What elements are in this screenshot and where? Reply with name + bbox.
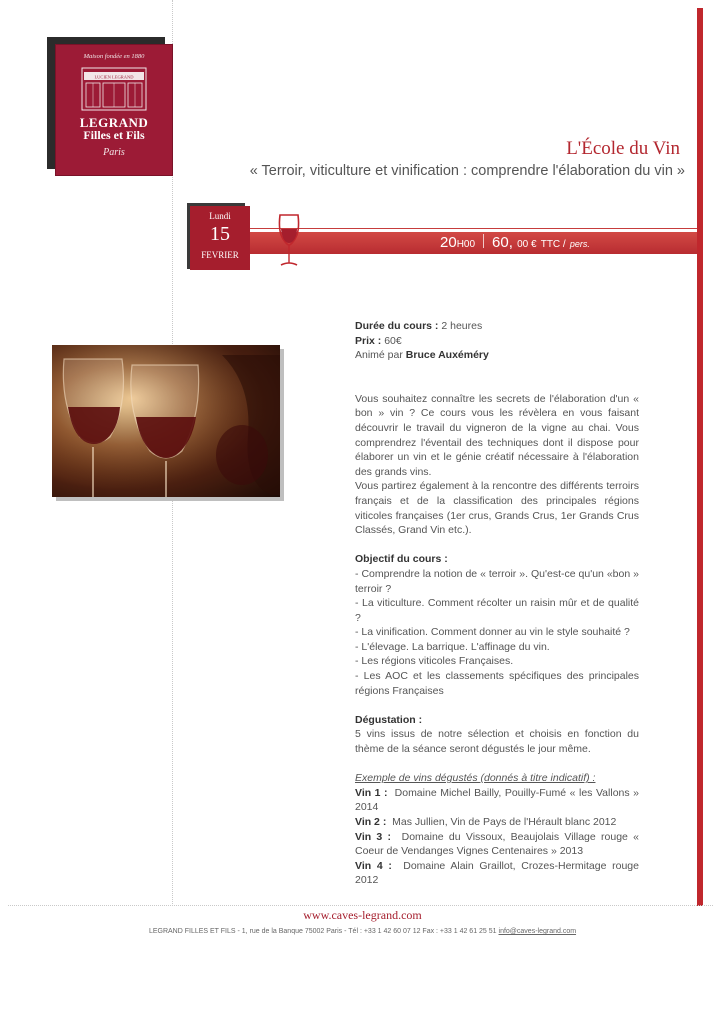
right-accent-bar bbox=[697, 8, 703, 906]
objective-item: - L'élevage. La barrique. L'affinage du vin. bbox=[355, 640, 550, 653]
wine-label: Vin 2 : bbox=[355, 816, 387, 828]
course-details bbox=[355, 319, 639, 888]
wine-label: Vin 3 : bbox=[355, 830, 392, 843]
event-price-unit: pers. bbox=[569, 239, 590, 249]
objective-item: - Comprendre la notion de « terroir ». Qu'est-ce qu'un «bon » terroir ? bbox=[355, 567, 639, 595]
wine-text: Domaine Alain Graillot, Crozes-Hermitage rouge 2012 bbox=[355, 859, 639, 887]
price-label: Prix : bbox=[355, 334, 382, 347]
event-hour: 20 bbox=[440, 234, 457, 251]
objective-item: - La vinification. Comment donner au vin le style souhaité ? bbox=[355, 626, 630, 639]
duration-label: Durée du cours : bbox=[355, 320, 439, 332]
intro-paragraph-1: Vous souhaitez connaître les secrets de l'élaboration d'un « bon » vin ? Ce cours vous les révèlera en vous faisant découvrir le travail du vigneron de la vigne au chai. Vous comprendrez l'éventail des techniques dont il dispose pour élaborer un vin et le génie créatif nécessaire à l'élaboration des grands vins. bbox=[355, 392, 639, 478]
wine-item bbox=[355, 786, 639, 815]
duration-value: 2 heures bbox=[441, 320, 483, 332]
footer-address bbox=[0, 928, 725, 935]
wine-text: Domaine du Vissoux, Beaujolais Village rouge « Coeur de Vendanges Vignes Centenaires » 2013 bbox=[355, 830, 639, 858]
wines-title: Exemple de vins dégustés (donnés à titre indicatif) : bbox=[355, 772, 596, 785]
logo-name-line2: Filles et Fils bbox=[83, 128, 145, 142]
wine-text: Domaine Michel Bailly, Pouilly-Fumé « les Vallons » 2014 bbox=[355, 786, 639, 814]
page-subtitle: « Terroir, viticulture et vinification : comprendre l'élaboration du vin » bbox=[249, 163, 685, 179]
event-price-suffix: TTC / bbox=[540, 239, 566, 250]
wine-label: Vin 1 : bbox=[355, 786, 388, 799]
host-name: Bruce Auxéméry bbox=[405, 349, 489, 362]
storefront-icon bbox=[78, 64, 150, 114]
intro-paragraph-2: Vous partirez également à la rencontre des différents terroirs français et de la classification des principales régions viticoles françaises (1er crus, Grands Crus, 1er Grands Crus Classés, Grand Vin etc.). bbox=[355, 480, 639, 537]
tasting-title bbox=[355, 713, 639, 728]
page-title: L'École du Vin bbox=[566, 138, 680, 159]
footer-divider bbox=[8, 905, 713, 906]
day-name: Lundi bbox=[209, 211, 231, 221]
wine-item bbox=[355, 830, 639, 859]
logo-name-line1: LEGRAND bbox=[79, 115, 149, 130]
band-separator bbox=[483, 234, 484, 248]
band-top-line bbox=[250, 228, 697, 229]
objective-item: - La viticulture. Comment récolter un raisin mûr et de qualité ? bbox=[355, 597, 639, 624]
footer-address-text: LEGRAND FILLES ET FILS - 1, rue de la Banque 75002 Paris - Tél : +33 1 42 60 07 12 Fax : +33 1 42 61 25 51 bbox=[148, 928, 499, 935]
tasting-text: 5 vins issus de notre sélection et choisis en fonction du thème de la séance seront dégustés le jour même. bbox=[355, 728, 639, 756]
email-link[interactable]: info@caves-legrand.com bbox=[498, 928, 577, 935]
day-number: 15 bbox=[210, 223, 230, 245]
logo-name bbox=[60, 117, 168, 141]
event-hour-suffix: H00 bbox=[456, 239, 476, 250]
wine-item bbox=[355, 859, 639, 888]
logo-shop-sign: LUCIEN LEGRAND bbox=[94, 74, 134, 80]
wine-text: Mas Jullien, Vin de Pays de l'Hérault blanc 2012 bbox=[392, 816, 617, 828]
tasting-title-text: Dégustation : bbox=[355, 713, 423, 726]
wine-glass-icon bbox=[274, 213, 304, 269]
logo-city: Paris bbox=[103, 147, 125, 158]
date-box bbox=[190, 206, 250, 270]
event-price-cents: 00 € bbox=[517, 239, 537, 250]
host-line bbox=[355, 348, 639, 363]
duration-line bbox=[355, 319, 639, 334]
objectives-title-text: Objectif du cours : bbox=[355, 553, 448, 566]
objective-item: - Les AOC et les classements spécifiques des principales régions Françaises bbox=[355, 670, 639, 697]
website-link[interactable]: www.caves-legrand.com bbox=[303, 908, 422, 922]
wine-label: Vin 4 : bbox=[355, 859, 392, 872]
logo-arc-text: Maison fondée en 1880 bbox=[83, 53, 145, 60]
price-line bbox=[355, 334, 639, 349]
month: FEVRIER bbox=[201, 250, 239, 260]
wine-glasses-photo bbox=[52, 345, 280, 497]
price-value: 60€ bbox=[384, 334, 402, 347]
wine-item bbox=[355, 815, 639, 830]
objectives-title bbox=[355, 552, 639, 567]
objective-item: - Les régions viticoles Françaises. bbox=[355, 655, 514, 668]
event-price: 60, bbox=[492, 234, 513, 251]
host-prefix: Animé par bbox=[355, 349, 403, 362]
event-time-price bbox=[440, 234, 590, 251]
